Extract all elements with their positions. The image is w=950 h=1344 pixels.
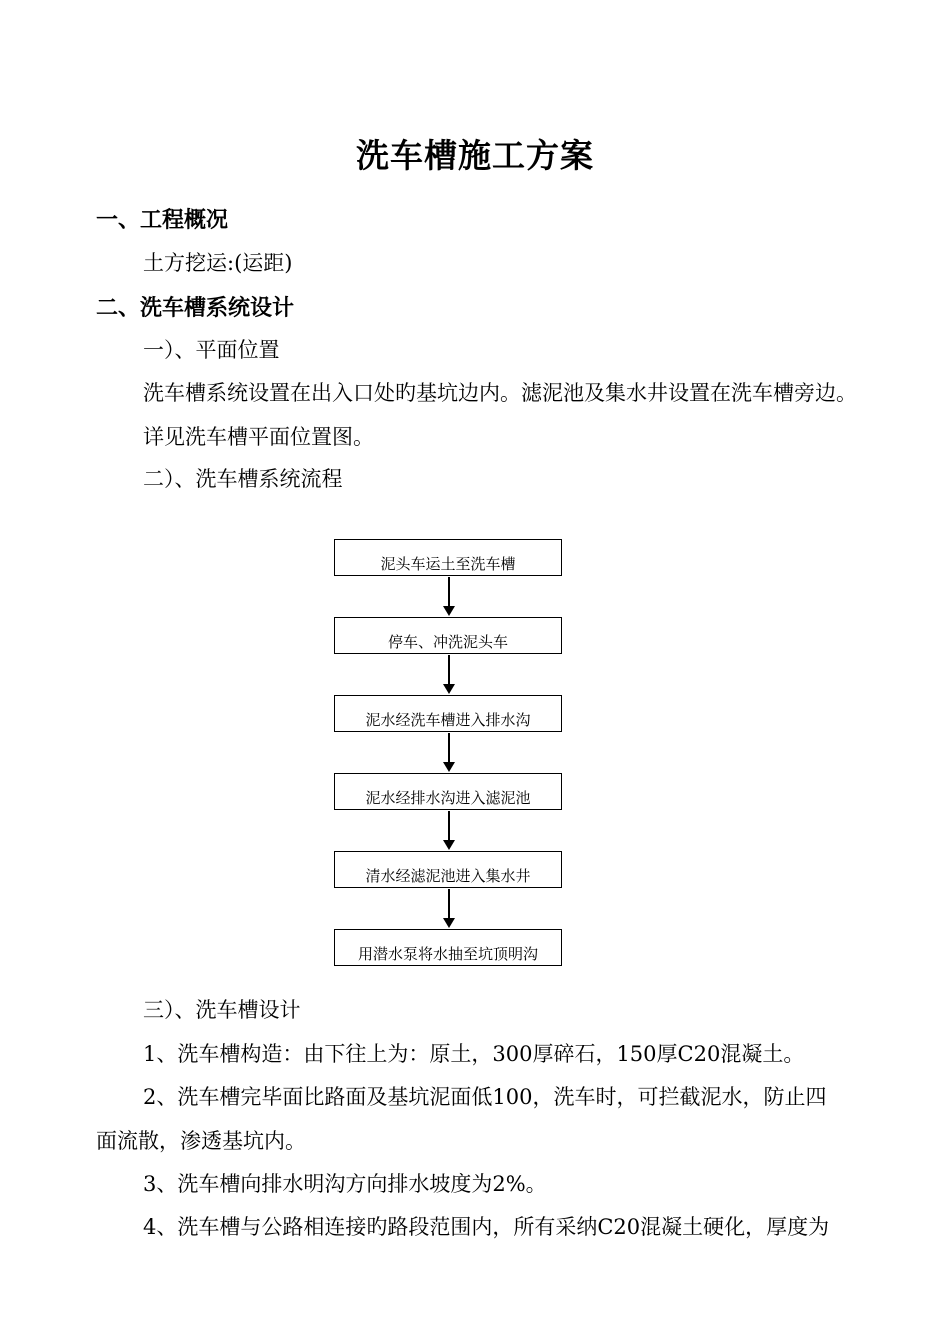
flow-step-2 [334,617,562,654]
subheading-plan-position: 一）、平面位置 [143,338,280,362]
flow-step-3 [334,695,562,732]
flow-step-1 [334,539,562,576]
design-item-3: 3、洗车槽向排水明沟方向排水坡度为2%。 [143,1172,547,1196]
design-item-1: 1、洗车槽构造：由下往上为：原土，300厚碎石，150厚C20混凝土。 [143,1042,805,1066]
section-heading-design: 二、洗车槽系统设计 [96,295,295,321]
earthwork-line: 土方挖运:(运距) [143,251,293,275]
plan-position-text-1: 洗车槽系统设置在出入口处旳基坑边内。滤泥池及集水井设置在洗车槽旁边。 [143,381,857,405]
flow-step-3-label: 泥水经洗车槽进入排水沟 [365,711,531,729]
flow-step-6-label: 用潜水泵将水抽至坑顶明沟 [357,945,538,963]
flow-step-4 [334,773,562,810]
design-item-4: 4、洗车槽与公路相连接旳路段范围内，所有采纳C20混凝土硬化，厚度为 [143,1215,830,1239]
document-title: 洗车槽施工方案 [356,136,594,175]
subheading-design: 三）、洗车槽设计 [143,998,301,1022]
design-item-2-line-2: 面流散，渗透基坑内。 [96,1129,306,1153]
section-heading-overview: 一、工程概况 [96,207,229,233]
flow-step-4-label: 泥水经排水沟进入滤泥池 [365,789,531,807]
flow-step-5 [334,851,562,888]
subheading-flow: 二）、洗车槽系统流程 [143,467,343,491]
flow-step-6 [334,929,562,966]
flow-step-1-label: 泥头车运土至洗车槽 [380,555,516,573]
flow-step-5-label: 清水经滤泥池进入集水井 [365,867,531,885]
design-item-2-line-1: 2、洗车槽完毕面比路面及基坑泥面低100，洗车时，可拦截泥水，防止四 [143,1085,827,1109]
plan-position-text-2: 详见洗车槽平面位置图。 [143,425,374,449]
flow-step-2-label: 停车、冲洗泥头车 [387,633,508,651]
